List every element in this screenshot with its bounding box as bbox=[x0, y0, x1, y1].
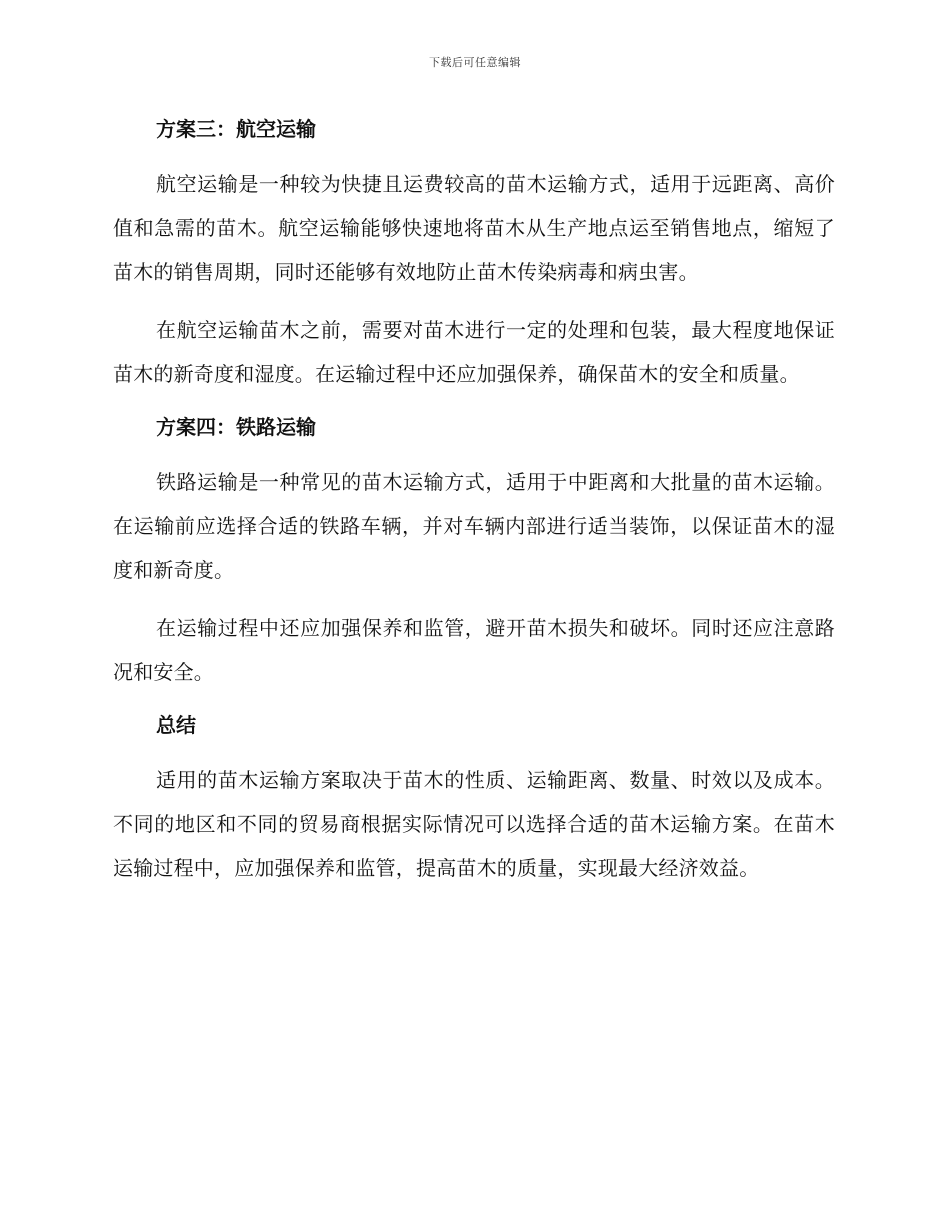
section-air-transport bbox=[113, 112, 835, 396]
paragraph: 适用的苗木运输方案取决于苗木的性质、运输距离、数量、时效以及成本。不同的地区和不同的贸易商根据实际情况可以选择合适的苗木运输方案。在苗木运输过程中，应加强保养和监管，提高苗木的质量，实现最大经济效益。 bbox=[113, 768, 835, 880]
document-body bbox=[113, 112, 835, 904]
section-heading: 方案四：铁路运输 bbox=[156, 415, 316, 439]
paragraph: 在航空运输苗木之前，需要对苗木进行一定的处理和包装，最大程度地保证苗木的新奇度和湿度。在运输过程中还应加强保养，确保苗木的安全和质量。 bbox=[113, 318, 835, 386]
section-rail-transport bbox=[113, 410, 835, 694]
section-heading: 总结 bbox=[156, 713, 196, 737]
paragraph: 铁路运输是一种常见的苗木运输方式，适用于中距离和大批量的苗木运输。在运输前应选择合适的铁路车辆，并对车辆内部进行适当装饰，以保证苗木的湿度和新奇度。 bbox=[113, 470, 835, 582]
paragraph: 在运输过程中还应加强保养和监管，避开苗木损失和破坏。同时还应注意路况和安全。 bbox=[113, 616, 835, 684]
section-heading: 方案三：航空运输 bbox=[156, 117, 316, 141]
paragraph: 航空运输是一种较为快捷且运费较高的苗木运输方式，适用于远距离、高价值和急需的苗木。航空运输能够快速地将苗木从生产地点运至销售地点，缩短了苗木的销售周期，同时还能够有效地防止苗木传染病毒和病虫害。 bbox=[113, 172, 835, 284]
section-summary bbox=[113, 708, 835, 890]
page-header-note: 下载后可任意编辑 bbox=[429, 56, 521, 69]
